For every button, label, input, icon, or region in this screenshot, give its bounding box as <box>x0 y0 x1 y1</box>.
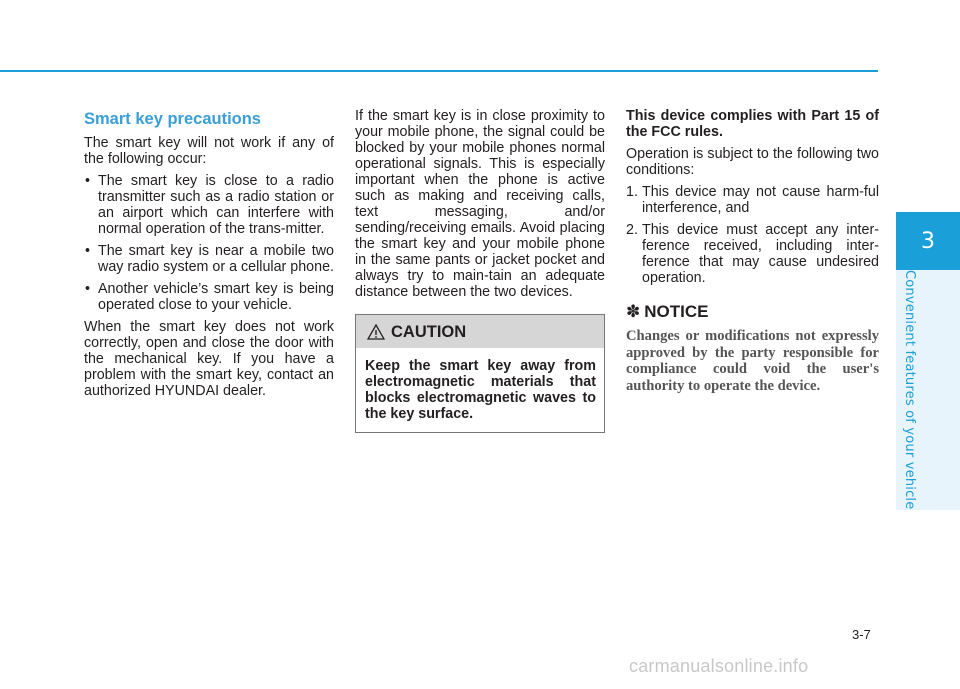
closing-paragraph: When the smart key does not work correctly, open and close the door with the mechanical key. If you have a problem with the smart key, contact an authorized HYUNDAI dealer. <box>84 319 334 399</box>
chapter-number-tab <box>896 212 960 270</box>
list-item: • The smart key is near a mobile two way radio system or a cellular phone. <box>84 243 334 275</box>
column-left <box>84 108 334 405</box>
list-item: • The smart key is close to a radio transmitter such as a radio station or an airport which can interfere with normal operation of the trans-mitter. <box>84 173 334 237</box>
notice-title: NOTICE <box>644 302 709 321</box>
notice-text: Changes or modifications not expressly approved by the party responsible for compliance could void the user's authority to operate the device. <box>626 328 879 394</box>
operation-intro: Operation is subject to the following two conditions: <box>626 146 879 178</box>
caution-box <box>355 314 605 433</box>
notice-heading <box>626 304 879 320</box>
caution-text: Keep the smart key away from electromagnetic materials that blocks electromagnetic waves to the key surface. <box>365 358 596 422</box>
caution-title: CAUTION <box>391 322 467 341</box>
column-right <box>626 108 879 394</box>
watermark: carmanualsonline.info <box>629 656 809 676</box>
top-rule <box>0 70 878 72</box>
caution-header <box>356 315 604 348</box>
column-middle <box>355 108 605 433</box>
condition-text: This device may not cause harm-ful interference, and <box>642 184 879 216</box>
condition-text: This device must accept any inter-ference received, including inter-ference that may cause undesired operation. <box>642 222 879 286</box>
section-heading: Smart key precautions <box>84 110 261 128</box>
precaution-list <box>84 173 334 313</box>
chapter-number: 3 <box>921 228 935 254</box>
intro-paragraph: The smart key will not work if any of the following occur: <box>84 135 334 167</box>
condition-number: 1. <box>626 184 638 200</box>
page-number: 3-7 <box>852 627 871 642</box>
condition-number: 2. <box>626 222 638 238</box>
conditions-list <box>626 184 879 286</box>
fcc-statement: This device complies with Part 15 of the FCC rules. <box>626 108 879 140</box>
list-item <box>626 184 879 216</box>
mobile-phone-paragraph: If the smart key is in close proximity to your mobile phone, the signal could be blocked by your mobile phones normal operational signals. This is especially important when the phone is active such as making and receiving calls, text messaging, and/or sending/receiving emails. Avoid placing the smart key and your mobile phone in the same pants or jacket pocket and always try to main-tain an adequate distance between the two devices. <box>355 108 605 300</box>
chapter-title-sidebar <box>896 270 920 510</box>
warning-triangle-icon <box>367 324 385 340</box>
asterisk-icon: ✽ <box>626 302 641 321</box>
list-item <box>626 222 879 286</box>
list-item: • Another vehicle’s smart key is being operated close to your vehicle. <box>84 281 334 313</box>
chapter-title: Convenient features of your vehicle <box>902 270 917 510</box>
